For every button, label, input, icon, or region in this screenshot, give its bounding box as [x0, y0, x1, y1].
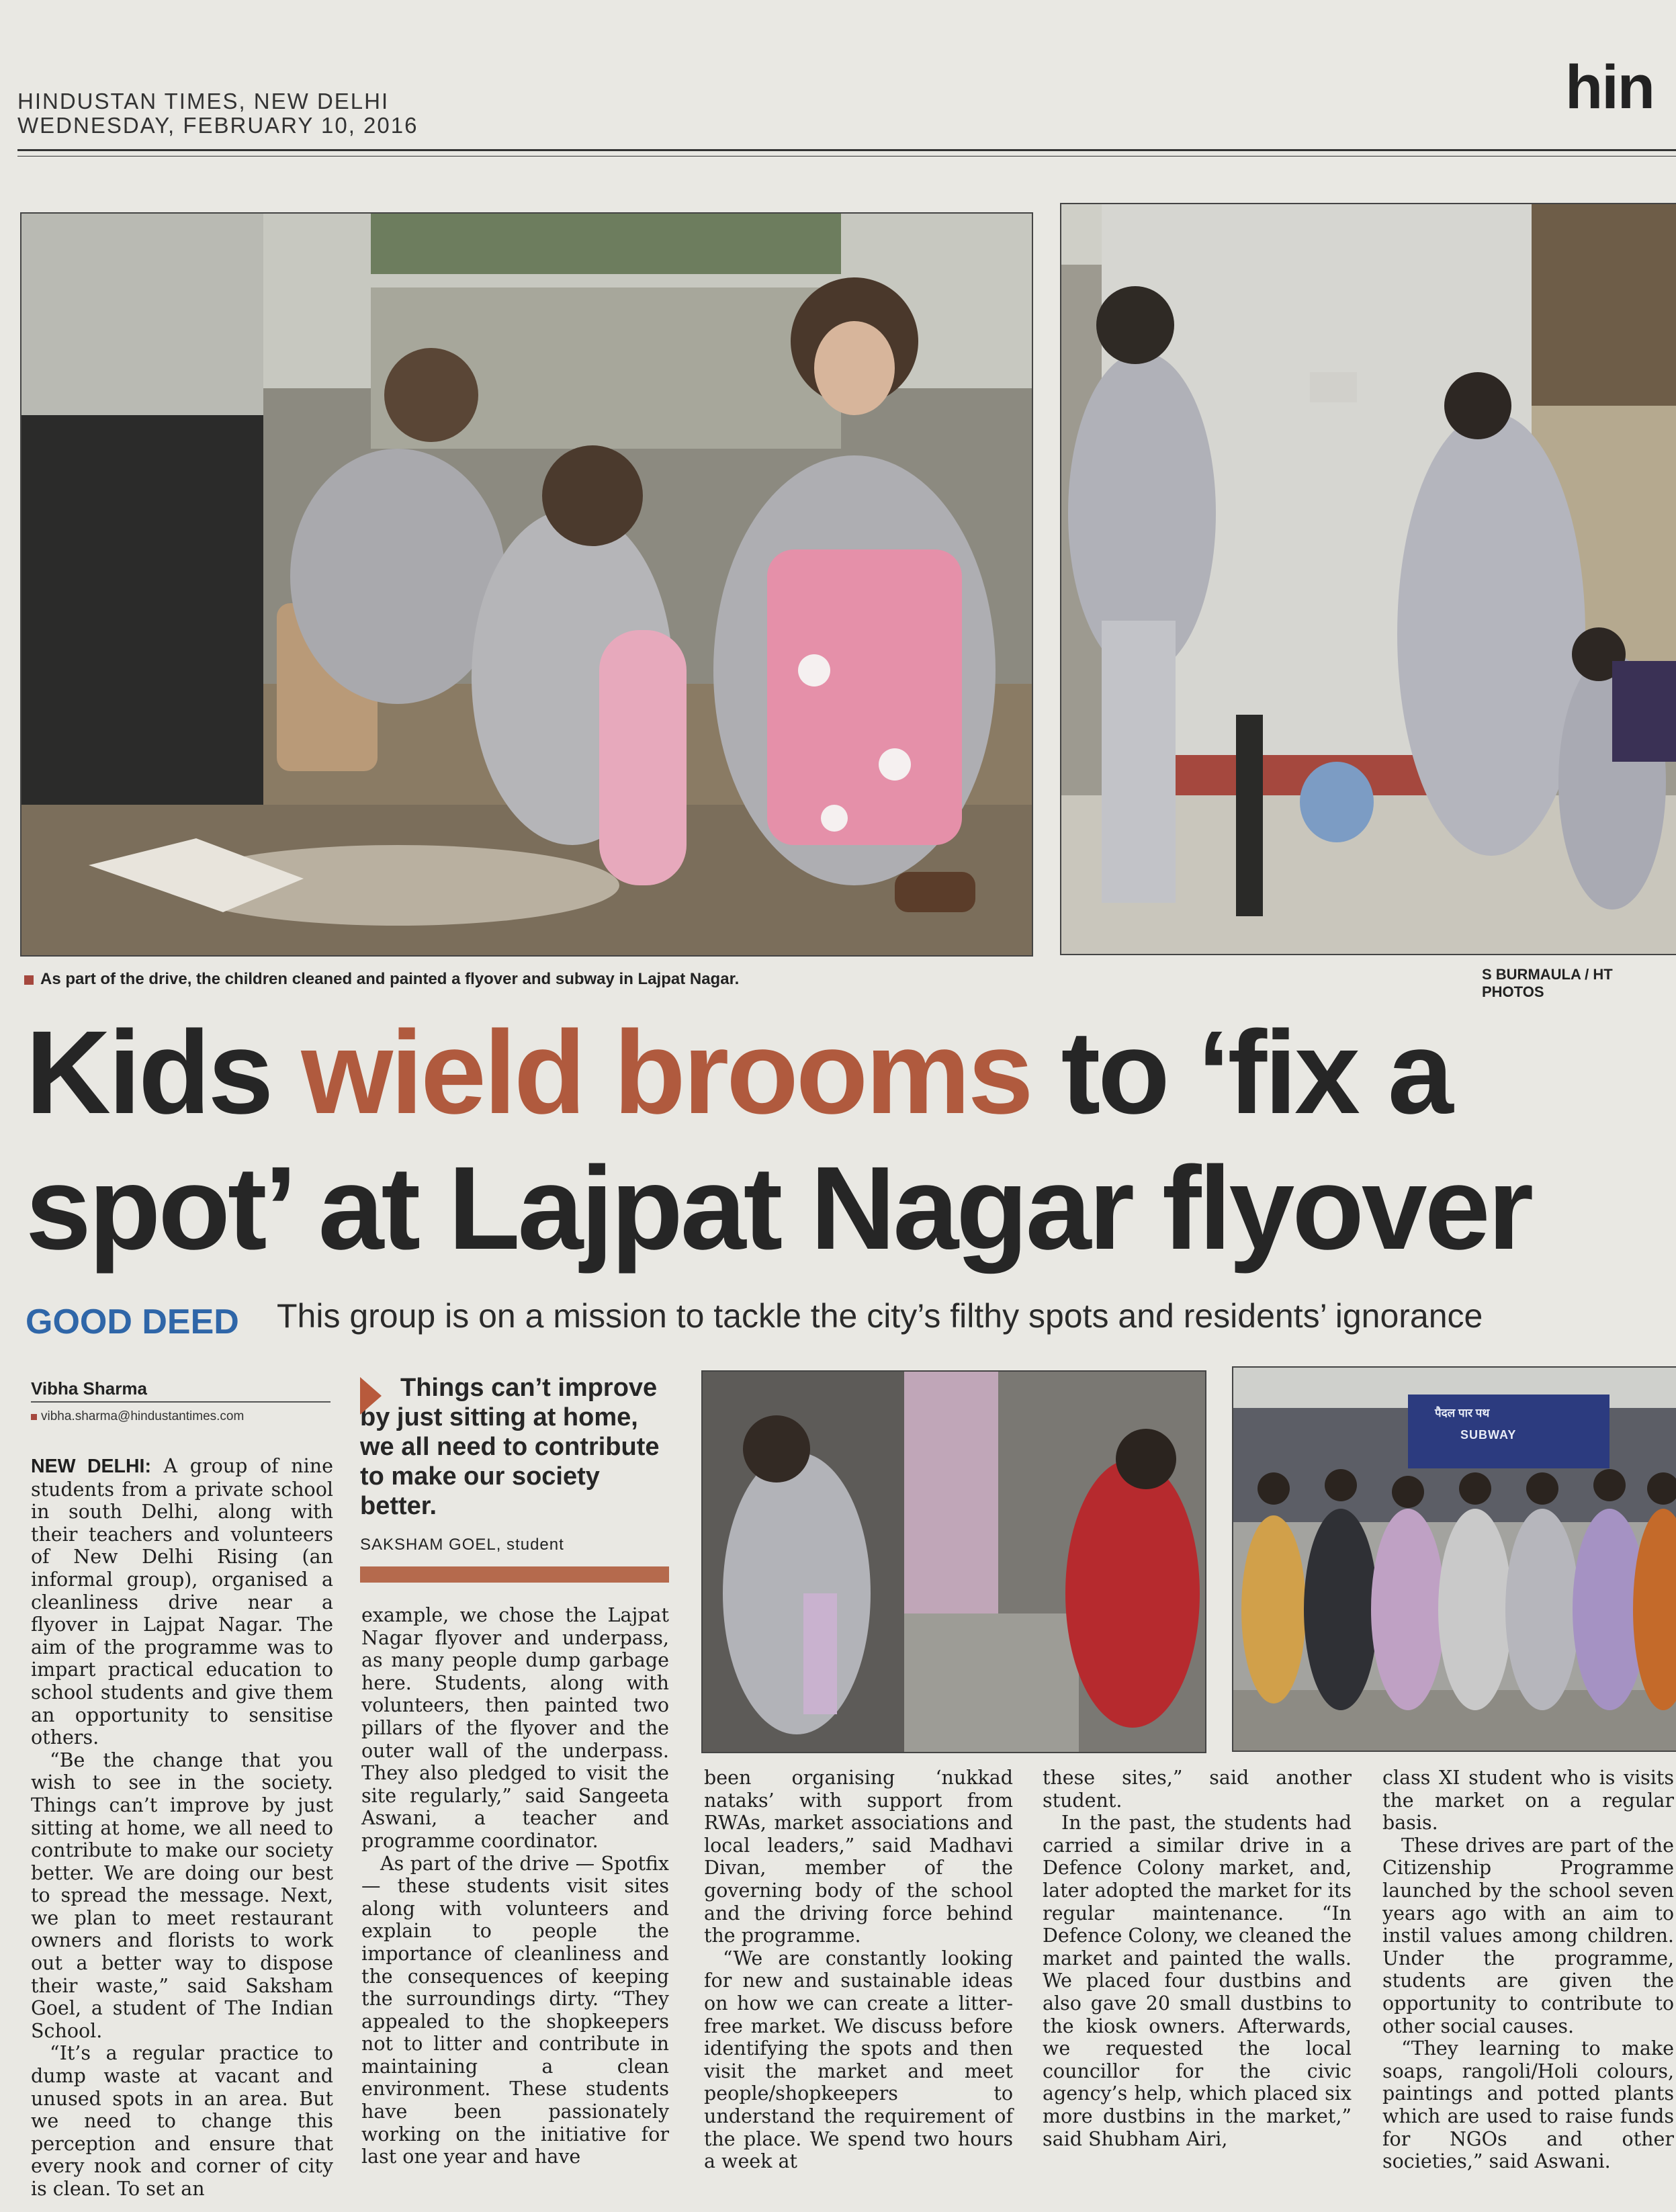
photo-credit: S BURMAULA / HT PHOTOS: [1482, 966, 1613, 1000]
publication-date: WEDNESDAY, FEBRUARY 10, 2016: [17, 113, 418, 138]
article-column-2: [361, 1604, 669, 2168]
quote-chevron-icon: [360, 1377, 382, 1415]
subway-sign-english: SUBWAY: [1460, 1428, 1517, 1442]
photo-pillar-painting: [701, 1370, 1206, 1753]
byline-email: [31, 1409, 244, 1424]
pull-quote: [360, 1373, 669, 1583]
col3-paragraph-1: been organising ‘nukkad nataks’ with support from RWAs, market associations and local leaders,” said Madhavi Divan, member of the governing body of the school and the driving force behind the programme.: [704, 1767, 1013, 1947]
col5-paragraph-3: “They learning to make soaps, rangoli/Holi colours, paintings and potted plants which are used to raise funds for NGOs and other societies,” said Aswani.: [1382, 2037, 1674, 2173]
email-bullet-icon: [31, 1414, 37, 1420]
photo-group-subway: [1232, 1366, 1676, 1752]
photo-caption-text: As part of the drive, the children cleaned and painted a flyover and subway in Lajpat Nagar.: [40, 970, 740, 988]
article-column-3: [704, 1767, 1013, 2173]
byline-email-text: vibha.sharma@hindustantimes.com: [41, 1409, 245, 1423]
col4-paragraph-1: these sites,” said another student.: [1043, 1767, 1352, 1812]
publication-name: HINDUSTAN TIMES, NEW DELHI: [17, 89, 390, 114]
kicker-label: GOOD DEED: [26, 1302, 239, 1341]
photo-boys-painting: [1060, 203, 1676, 955]
caption-bullet-icon: [24, 975, 34, 985]
byline-name: Vibha Sharma: [31, 1378, 147, 1399]
headline-line-1: [26, 1007, 1451, 1139]
article-column-5: [1382, 1767, 1674, 2173]
col4-paragraph-2: In the past, the students had carried a similar drive in a Defence Colony market, and, later adopted the market for its regular maintenance. “In Defence Colony, we cleaned the market and painted the walls. We placed four dustbins and also gave 20 small dustbins to the kiosk owners. Afterwards, we requested the local councillor for the civic agency’s help, which placed six more dustbins in the market,” said Shubham Airi,: [1043, 1812, 1352, 2150]
deck: This group is on a mission to tackle the city’s filthy spots and residents’ ignorance: [277, 1297, 1483, 1335]
col1-paragraph-2: “Be the change that you wish to see in the society. Things can’t improve by just sitting at home, we all need to contribute to make our society better. We are doing our best to spread the message. Next, we plan to meet restaurant owners and florists to work out a better way to dispose their waste,” said Saksham Goel, a student of The Indian School.: [31, 1749, 333, 2042]
masthead-rule: [17, 149, 1676, 151]
headline-line-2: spot’ at Lajpat Nagar flyover: [26, 1143, 1532, 1274]
col5-paragraph-1: class XI student who is visits the market on a regular basis.: [1382, 1767, 1674, 1834]
col2-paragraph-2: As part of the drive — Spotfix — these students visit sites along with volunteers and explain to people the importance of cleanliness and the consequences of keeping the surroundings dirty. “They appealed to the shopkeepers not to litter and contribute in maintaining a clean environment. These students have been passionately working on the initiative for last one year and have: [361, 1852, 669, 2168]
col1-paragraph-1: A group of nine students from a private school in south Delhi, along with their teachers and volunteers of New Delhi Rising (an informal group), organised a cleanliness drive near a flyover in Lajpat Nagar. The aim of the programme was to impart practical education to school students and give them an opportunity to sensitise others.: [31, 1455, 333, 1749]
pull-quote-attribution: SAKSHAM GOEL, student: [360, 1536, 564, 1554]
photo-girls-cleaning: [20, 212, 1033, 957]
col1-paragraph-3: “It’s a regular practice to dump waste at vacant and unused spots in an area. But we need to change this perception and ensure that every nook and corner of city is clean. To set an: [31, 2042, 333, 2200]
dateline: NEW DELHI:: [31, 1456, 151, 1477]
headline-part-b: to ‘fix a: [1030, 1007, 1451, 1139]
photo-caption: [24, 970, 965, 989]
section-logo: hin: [1565, 53, 1654, 122]
pull-quote-bar: [360, 1566, 669, 1583]
headline-part-a: Kids: [26, 1007, 302, 1139]
subway-sign-hindi: पैदल पार पथ: [1435, 1407, 1490, 1419]
masthead-rule-thin: [17, 156, 1676, 157]
article-column-4: [1043, 1767, 1352, 2150]
col3-paragraph-2: “We are constantly looking for new and sustainable ideas on how we can create a litter-free market. We discuss before identifying the spots and then visit the market and meet people/shopkeepers to understand the requirement of the place. We spend two hours a week at: [704, 1947, 1013, 2173]
article-column-1: [31, 1455, 333, 2201]
col2-paragraph-1: example, we chose the Lajpat Nagar flyover and underpass, as many people dump garbage here. Students, along with volunteers, then painted two pillars of the flyover and the outer wall of the underpass. They also pledged to visit the site regularly,” said Sangeeta Aswani, a teacher and programme coordinator.: [361, 1604, 669, 1852]
pull-quote-text: Things can’t improve by just sitting at home, we all need to contribute to make our society better.: [360, 1374, 660, 1520]
headline-accent: wield brooms: [301, 1007, 1031, 1139]
col5-paragraph-2: These drives are part of the Citizenship Programme launched by the school seven years ago with an aim to instil values among children. Under the programme, students are given the opportunity to contribute to other social causes.: [1382, 1834, 1674, 2037]
byline-rule: [31, 1401, 330, 1403]
